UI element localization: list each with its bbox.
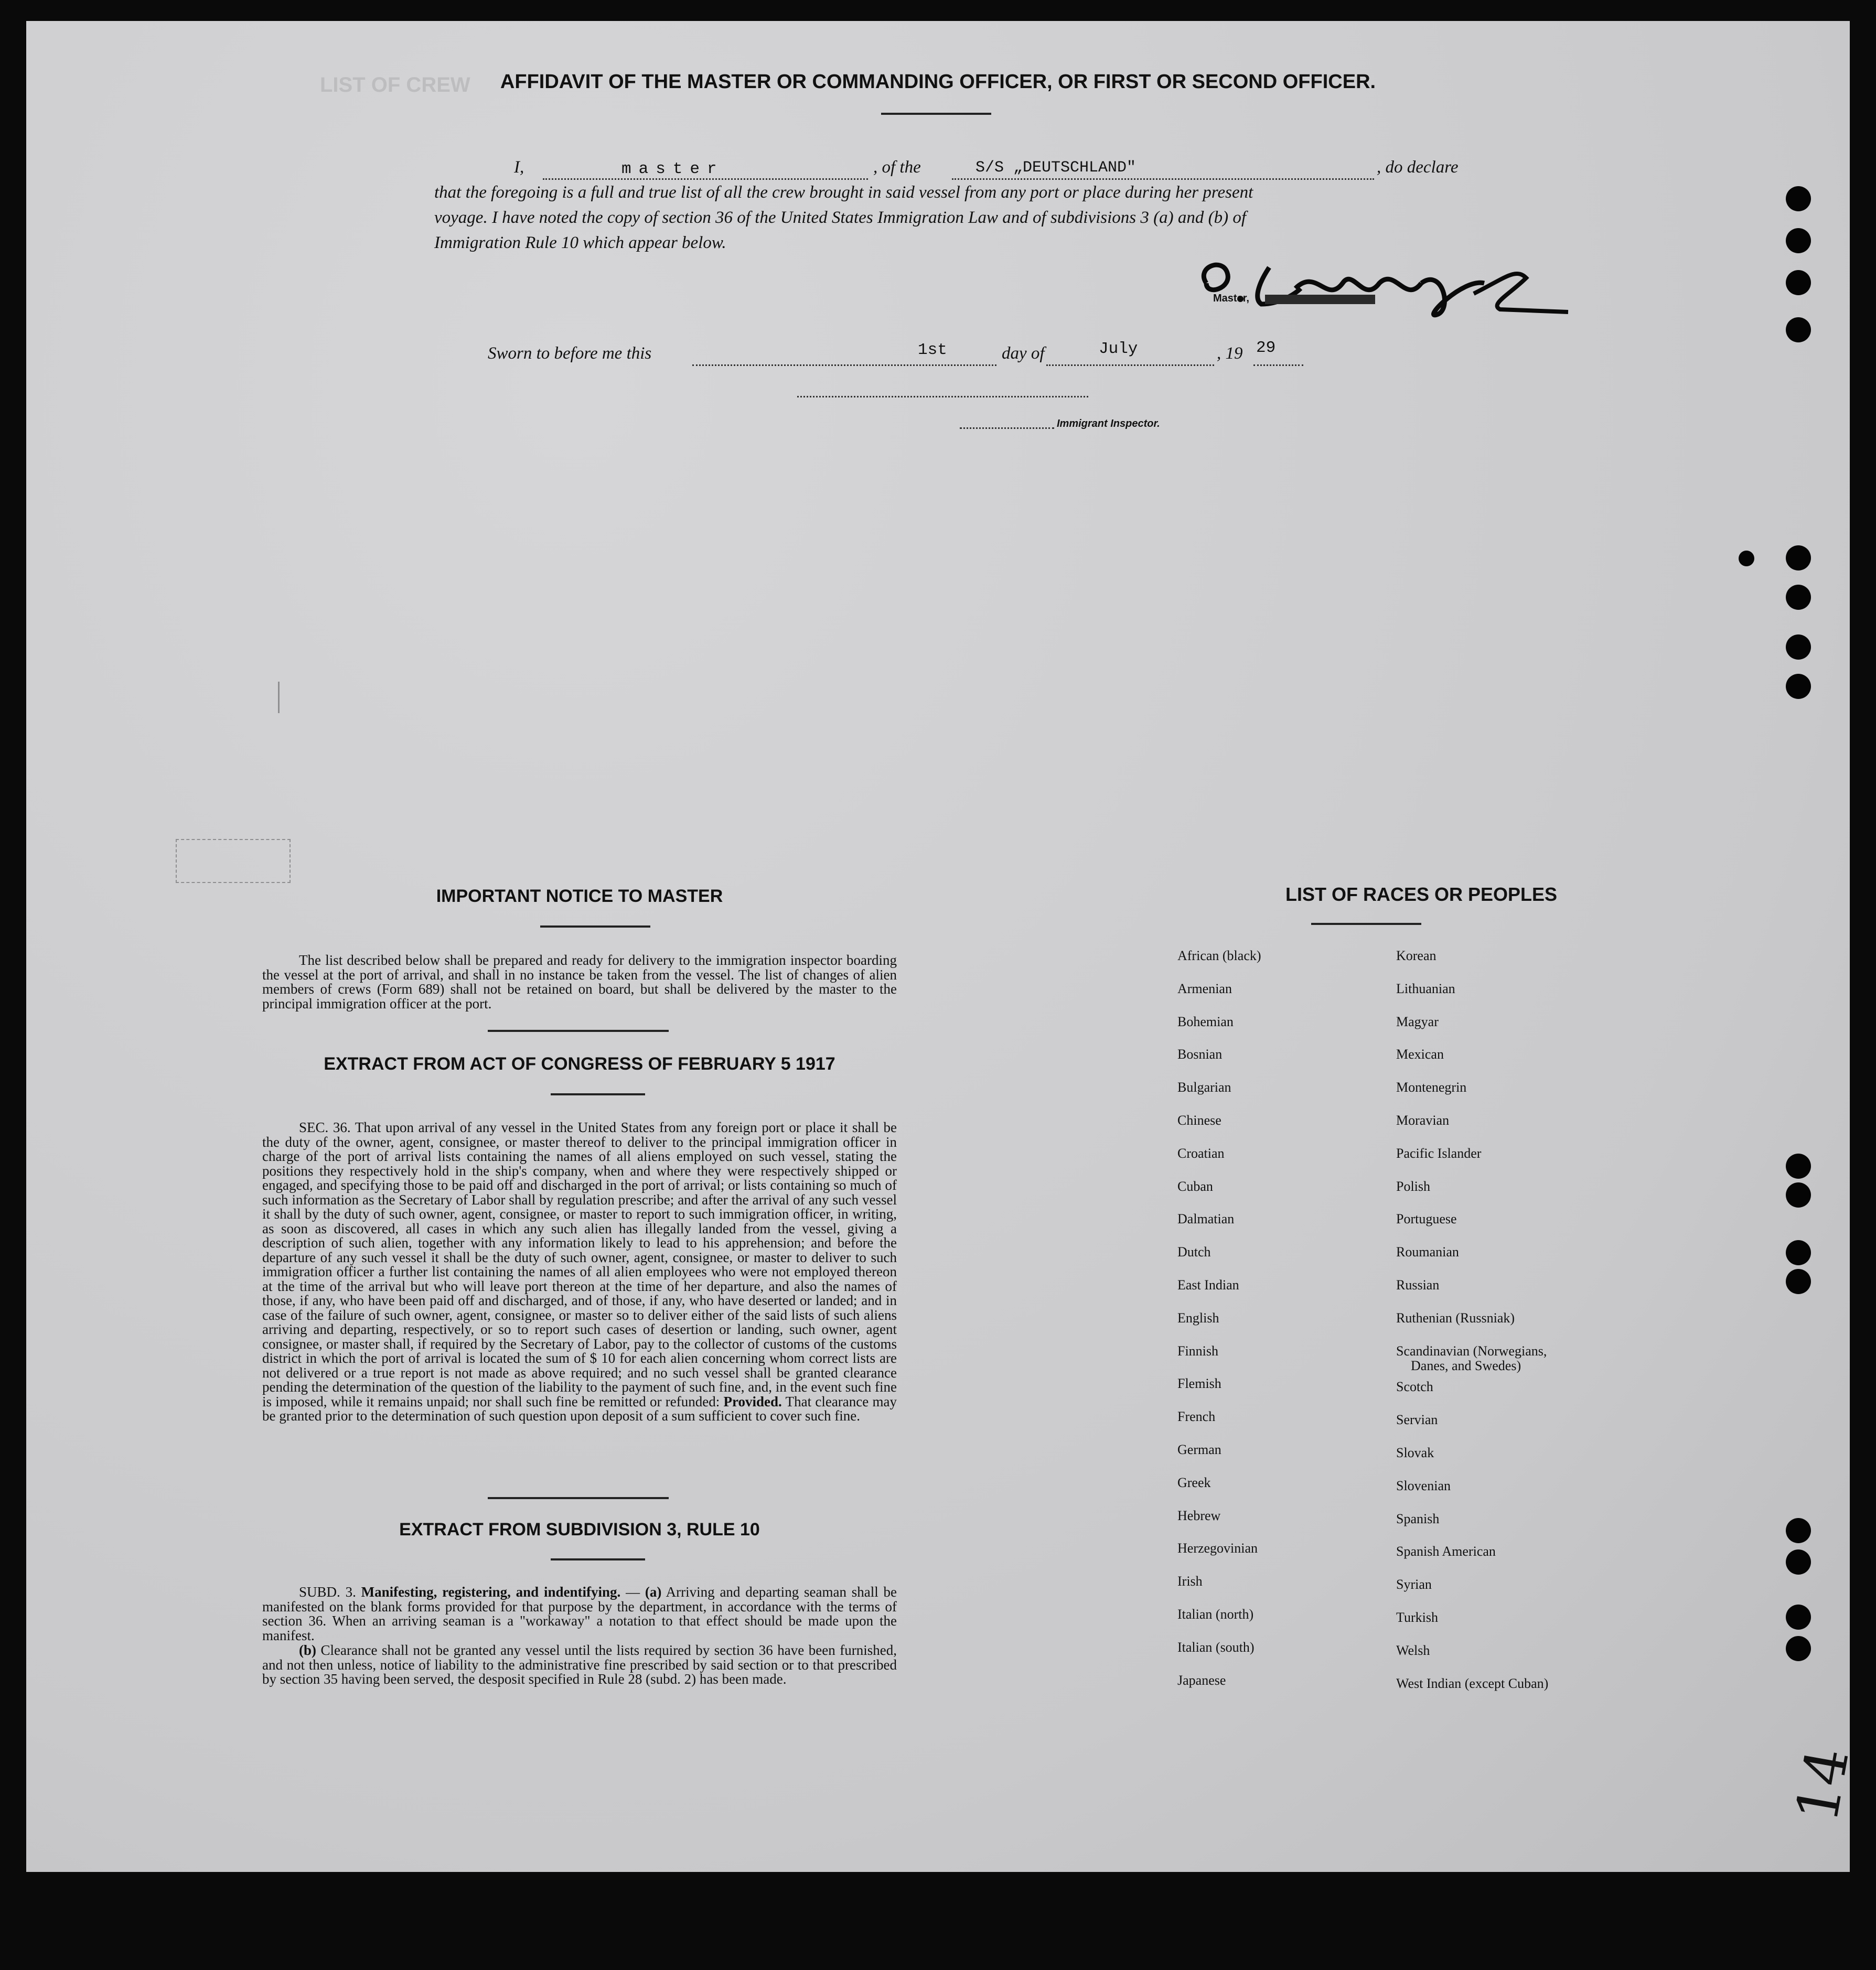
day-value: 1st [918,341,947,359]
race-item-left: Bohemian [1177,1014,1234,1029]
race-item-left: Dalmatian [1177,1211,1235,1227]
punch-hole [1786,1240,1811,1265]
punch-hole [1786,545,1811,570]
rule-text-b [262,1643,897,1687]
race-item-right: Mexican [1396,1047,1444,1062]
rule-a-bold: Manifesting, registering, and indentifying. [361,1584,621,1600]
race-item-right: Roumanian [1396,1244,1459,1260]
master-label: Master, [1213,293,1249,304]
struck-out-text [1265,295,1375,304]
act-title: EXTRACT FROM ACT OF CONGRESS OF FEBRUARY 5 1917 [324,1054,835,1074]
race-item-left: Dutch [1177,1244,1211,1260]
notice-title: IMPORTANT NOTICE TO MASTER [436,886,723,906]
of-the-text: , of the [873,158,921,177]
race-item-right: Korean [1396,948,1437,963]
affidavit-line-4: Immigration Rule 10 which appear below. [434,233,726,252]
race-item-right: Servian [1396,1412,1438,1428]
act-text-end: That clearance may be granted prior to the determination of such question upon deposit of a sum sufficient to cover such fine. [262,1393,897,1424]
affidavit-line-2: that the foregoing is a full and true list of all the crew brought in said vessel from any port or place during her present [434,183,1253,202]
punch-hole [1786,186,1811,211]
day-field-line [692,364,996,366]
race-item-right: Moravian [1396,1113,1450,1128]
page-number: 14 [1783,1742,1862,1827]
race-item-right: Scotch [1396,1379,1433,1395]
month-field-line [1046,364,1214,366]
race-item-right: Slovenian [1396,1478,1451,1493]
races-title: LIST OF RACES OR PEOPLES [1285,884,1558,905]
do-declare-text: , do declare [1377,158,1459,177]
race-item-left: Hebrew [1177,1508,1221,1523]
race-item-right: Spanish [1396,1511,1440,1526]
race-item-left: Finnish [1177,1343,1219,1359]
i-word: I, [514,158,524,177]
race-item-left: Herzegovinian [1177,1541,1258,1556]
punch-hole [1786,1269,1811,1294]
rule-text-a [262,1585,897,1643]
race-item-right: Scandinavian (Norwegians, [1396,1343,1547,1359]
race-item-left: Croatian [1177,1145,1225,1161]
punch-hole [1786,674,1811,699]
race-item-right: Pacific Islander [1396,1145,1482,1161]
punch-hole [1739,551,1754,566]
month-value: July [1099,340,1138,358]
races-underline [1311,923,1421,925]
race-item-left: East Indian [1177,1277,1239,1293]
rule-a-text: Arriving and departing seaman shall be manifested on the blank forms provided for that purpose by the department, in accordance with the terms of section 36. When an arriving seaman is a "workaway" a notation to that effect should be made upon the manifest. [262,1584,897,1643]
race-item-right: Turkish [1396,1610,1438,1625]
vessel-field-value: S/S „DEUTSCHLAND" [975,159,1137,177]
race-item-right: Russian [1396,1277,1440,1293]
punch-hole [1786,1518,1811,1543]
affidavit-line-3: voyage. I have noted the copy of section 36 of the United States Immigration Law and of subdivisions 3 (a) and (b) of [434,208,1247,227]
year-value: 29 [1256,339,1276,357]
year-prefix: , 19 [1217,344,1243,363]
act-text [262,1121,897,1424]
punch-hole [1786,270,1811,295]
race-item-right: Welsh [1396,1642,1430,1658]
race-item-left: Irish [1177,1574,1203,1589]
sworn-text: Sworn to before me this [488,344,652,363]
rule-b-label: (b) [299,1642,316,1658]
rule-a-prefix: SUBD. 3. [299,1584,356,1600]
inspector-signature-line [797,396,1088,397]
race-item-left: Chinese [1177,1113,1221,1128]
race-item-left: Bosnian [1177,1047,1223,1062]
race-item-left: Cuban [1177,1178,1213,1194]
act-divider [488,1497,669,1499]
faint-stamp-box [176,839,291,883]
notice-underline [540,925,650,928]
rule-b-text: Clearance shall not be granted any vessel until the lists required by section 36 have been furnished, and not then unless, notice of liability to the administrative fine prescribed by said section or to that prescribed by section 35 having been served, the desposit specified in Rule 28 (subd. 2) has been made. [262,1642,897,1687]
document-sheet [26,21,1862,1872]
race-item-right: Montenegrin [1396,1080,1467,1095]
race-item-right: Syrian [1396,1577,1432,1592]
faint-stamp-mark [278,682,321,713]
race-item-left: Italian (north) [1177,1607,1254,1622]
race-item-left: Bulgarian [1177,1080,1231,1095]
master-signature [1191,246,1579,325]
race-item-right-continued: Danes, and Swedes) [1411,1358,1521,1373]
punch-hole [1786,1154,1811,1179]
race-item-left: German [1177,1442,1221,1457]
rule-a-label: (a) [645,1584,662,1600]
punch-hole [1786,1182,1811,1208]
race-item-right: West Indian (except Cuban) [1396,1675,1549,1691]
race-item-left: African (black) [1177,948,1261,963]
punch-hole [1786,1605,1811,1630]
race-item-right: Slovak [1396,1445,1434,1460]
punch-hole [1786,585,1811,610]
bleed-through-text: LIST OF CREW [320,73,470,96]
race-item-right: Ruthenian (Russniak) [1396,1310,1515,1326]
act-underline [551,1093,645,1095]
inspector-label-line [960,427,1054,429]
race-item-left: French [1177,1409,1216,1425]
affidavit-title: AFFIDAVIT OF THE MASTER OR COMMANDING OFFICER, OR FIRST OR SECOND OFFICER. [500,71,1376,93]
punch-hole [1786,228,1811,253]
race-item-left: English [1177,1310,1219,1326]
race-item-right: Lithuanian [1396,981,1455,996]
title-underline [881,113,991,115]
race-item-right: Portuguese [1396,1211,1457,1227]
punch-hole [1786,1549,1811,1575]
race-item-right: Magyar [1396,1014,1439,1029]
race-item-right: Spanish American [1396,1544,1496,1559]
notice-text: The list described below shall be prepared and ready for delivery to the immigration inspector boarding the vessel at the port of arrival, and shall in no instance be taken from the vessel. The list of changes of alien members of crews (Form 689) shall not be retained on board, but shall be delivered by the master to the principal immigration officer at the port. [262,952,897,1011]
rule-title: EXTRACT FROM SUBDIVISION 3, RULE 10 [399,1520,760,1540]
race-item-right: Polish [1396,1178,1431,1194]
inspector-label: Immigrant Inspector. [1057,418,1160,429]
race-item-left: Italian (south) [1177,1639,1255,1655]
act-text-main: SEC. 36. That upon arrival of any vessel in the United States from any foreign port or place it shall be the duty of the owner, agent, consignee, or master thereof to deliver to the principal immigration officer in charge of the port of arrival lists containing the names of all aliens employed on such vessel, stating the positions they respectively hold in the ship's company, when and where they were respectively shipped or engaged, and specifying those to be paid off and discharged in the port of arrival; or lists containing so much of such information as the Secretary of Labor shall by regulation prescribe; and after the arrival of any such vessel it shall by the duty of such owner, agent, consignee, or master to report to such immigration officer, in writing, as soon as discovered, all cases in which any such alien has illegally landed from the vessel, giving a description of such alien, together with any information likely to lead to his apprehension; and before the departure of any such vessel it shall be the duty of such owner, agent, consignee, or master to deliver to such immigration officer a further list containing the names of all alien employees who were not employed thereon at the time of the arrival but who will leave port thereon at the time of her departure, and also the names of those, if any, who have been paid off and discharged, and of those, if any, who have deserted or landed; and in case of the failure of such owner, agent, consignee, or master so to deliver either of the said lists of such aliens arriving and departing, respectively, or so to report such cases of desertion or landing, such owner, agent consignee, or master shall, if required by the Secretary of Labor, pay to the collector of customs of the customs district in which the port of arrival is located the sum of $ 10 for each alien concerning whom correct lists are not delivered or a true report is not made as above required; and no such vessel shall be granted clearance pending the determination of the question of the liability to the payment of such fine, and, in the event such fine is imposed, while it remains unpaid; nor shall such fine be remitted or refunded: [262,1119,897,1409]
notice-divider [488,1030,669,1032]
race-item-left: Flemish [1177,1376,1221,1392]
punch-hole [1786,634,1811,660]
race-item-left: Japanese [1177,1672,1226,1688]
race-item-left: Greek [1177,1474,1211,1490]
punch-hole [1786,317,1811,342]
race-item-left: Armenian [1177,981,1232,996]
act-provided: Provided. [723,1393,782,1409]
rule-underline [551,1558,645,1560]
rule-a-dash: — [620,1584,645,1600]
day-of-text: day of [1002,344,1045,363]
year-field-line [1253,364,1303,366]
master-field-value: master [621,160,724,178]
punch-hole [1786,1636,1811,1661]
